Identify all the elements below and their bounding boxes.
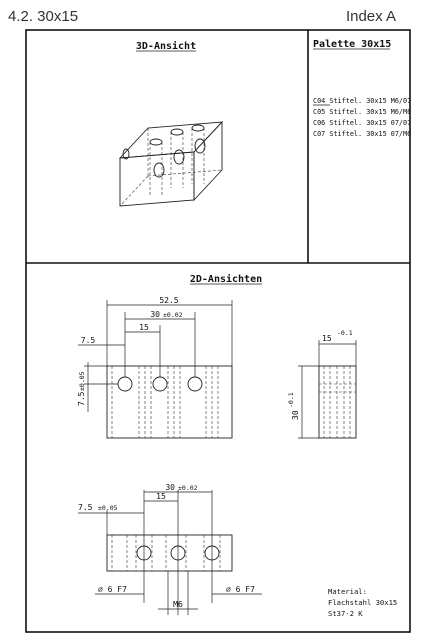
tol-30-side: -0.1 <box>287 392 295 408</box>
tol-7-5-bottom: ±0.05 <box>98 504 118 512</box>
panel-2d-title: 2D-Ansichten <box>189 274 263 285</box>
palette-item-c05: C05 Stiftel. 30x15 M6/M6 <box>313 108 412 116</box>
tol-30-bottom: ±0.02 <box>178 484 198 492</box>
tol-15-side: -0.1 <box>337 329 353 337</box>
tol-30-front: ±0.02 <box>163 311 183 319</box>
palette-title: Palette 30x15 <box>313 39 392 50</box>
dim-7-5-bottom: 7.5 <box>78 503 93 512</box>
hole-callout-right: ⌀ 6 F7 <box>226 585 255 594</box>
bottom-view <box>78 483 262 615</box>
index-label: Index A <box>345 8 396 25</box>
dim-30-front: 30 <box>150 310 160 319</box>
hole-callout-left: ⌀ 6 F7 <box>98 585 127 594</box>
panel-3d-title: 3D-Ansicht <box>135 41 197 52</box>
side-view <box>287 329 356 438</box>
front-view <box>77 296 232 438</box>
dim-30-bottom: 30 <box>165 483 175 492</box>
dim-15-side: 15 <box>322 334 332 343</box>
dim-total-width: 52.5 <box>159 296 179 305</box>
dim-30-side: 30 <box>291 410 300 420</box>
dim-15-front: 15 <box>139 323 149 332</box>
material-spec: Flachstahl 30x15 <box>328 598 398 607</box>
palette-item-c04: C04 Stiftel. 30x15 M6/07 <box>313 97 412 105</box>
palette-item-c06: C06 Stiftel. 30x15 07/07 <box>313 119 412 127</box>
tol-7-5-vertical: ±0.05 <box>78 371 86 391</box>
thread-callout: M6 <box>173 600 183 609</box>
dim-7-5-front: 7.5 <box>80 336 96 345</box>
material-label: Material: <box>328 587 367 596</box>
palette-item-c07: C07 Stiftel. 30x15 07/M6 <box>313 130 412 138</box>
dim-15-bottom: 15 <box>156 492 166 501</box>
dim-7-5-vertical: 7.5 <box>77 391 86 406</box>
section-heading: 4.2. 30x15 <box>8 8 79 25</box>
material-grade: St37-2 K <box>328 609 363 618</box>
iso-block-3d <box>120 122 222 206</box>
